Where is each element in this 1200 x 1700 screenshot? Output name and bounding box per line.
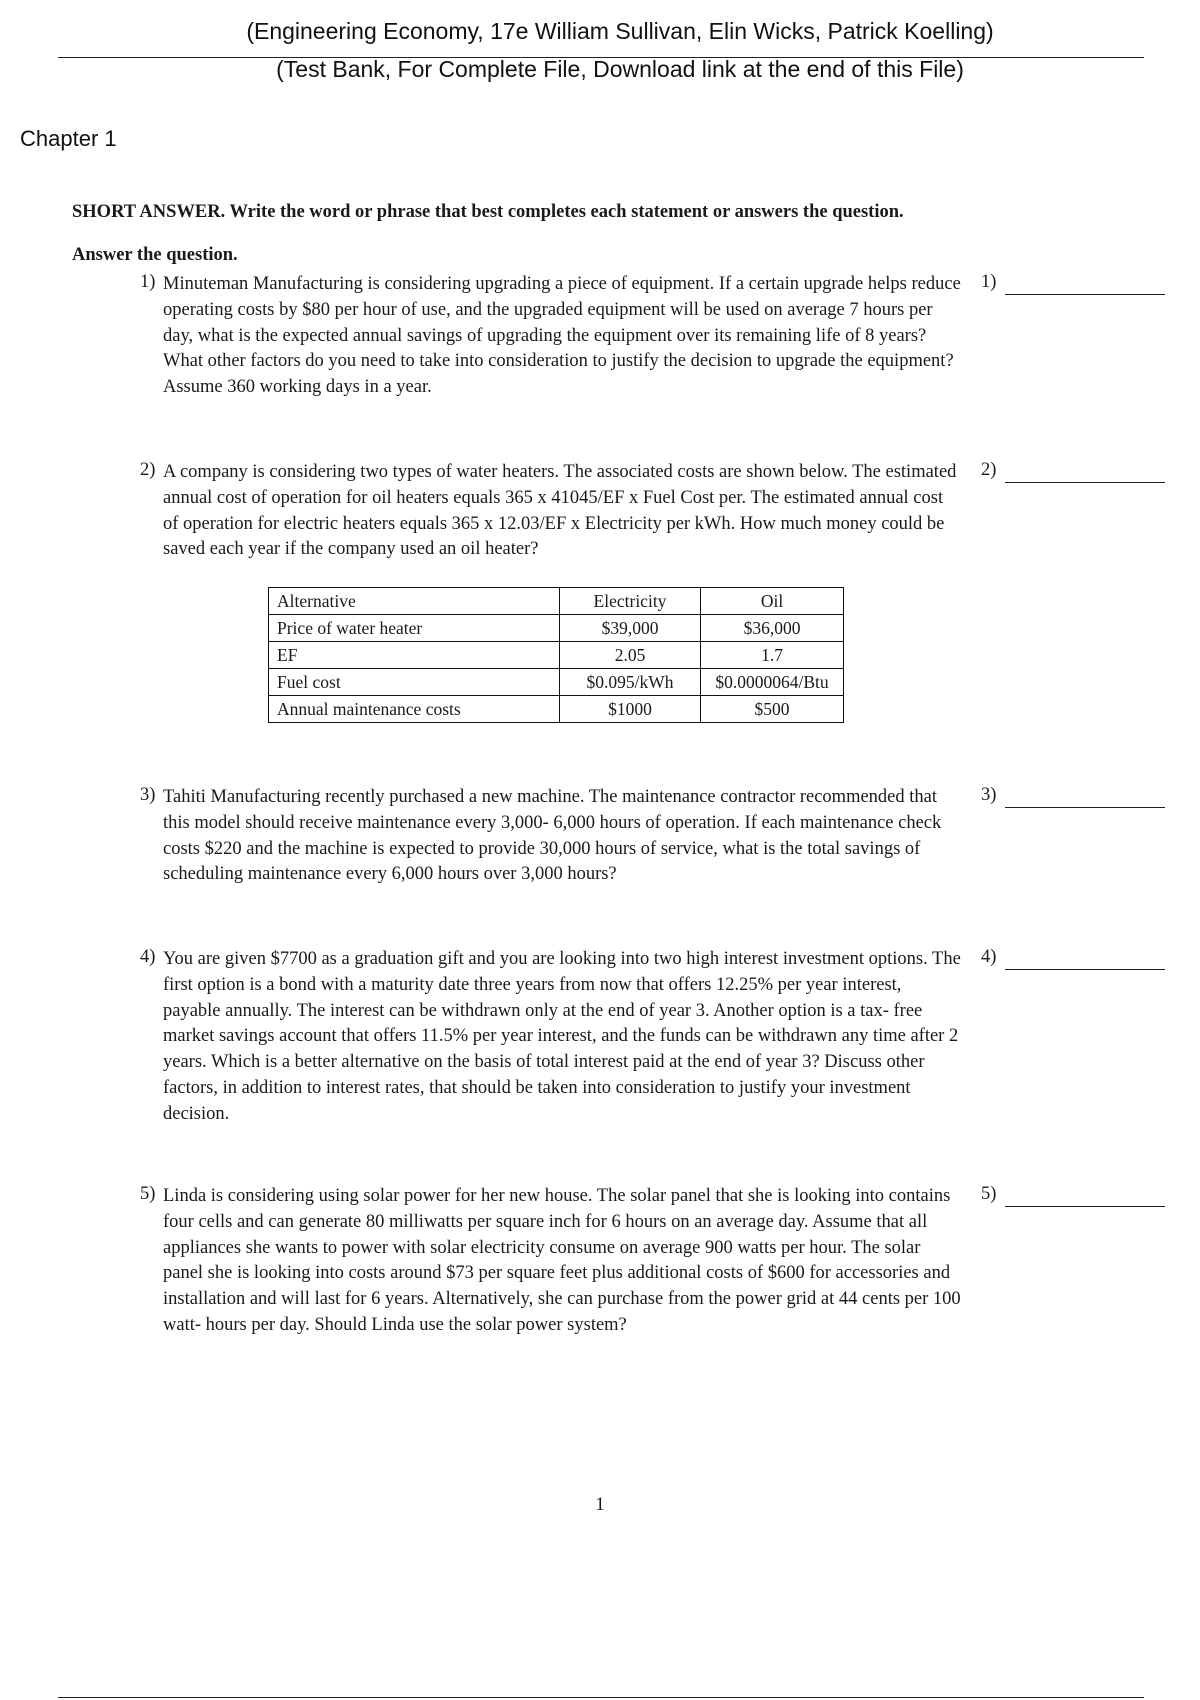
table-row [269,615,844,642]
answer-blank[interactable] [1005,1206,1165,1207]
answer-label: 1) [981,272,997,292]
question-text: A company is considering two types of water heaters. The associated costs are shown below. The estimated annual cost of operation for oil heaters equals 365 x 41045/EF x Fuel Cost per. The estimated annual cost of operation for electric heaters equals 365 x 12.03/EF x Electricity per kWh. How much money could be saved each year if the company used an oil heater? [163,462,957,560]
table-cell: 1.7 [701,642,844,669]
question-number: 4) [140,947,156,967]
question-number: 1) [140,272,156,292]
water-heater-cost-table [268,587,844,723]
table-header-cell: Electricity [560,588,701,615]
instruction-text: Answer the question. [72,245,238,265]
table-row [269,669,844,696]
table-header-row [269,588,844,615]
table-cell: $0.0000064/Btu [701,669,844,696]
footer-divider [58,1697,1144,1698]
table-cell: $0.095/kWh [560,669,701,696]
table-header-cell: Alternative [269,588,560,615]
answer-blank[interactable] [1005,969,1165,970]
answer-blank[interactable] [1005,294,1165,295]
question-number: 2) [140,460,156,480]
answer-label: 3) [981,785,997,805]
question-text: You are given $7700 as a graduation gift and you are looking into two high interest investment options. The first option is a bond with a maturity date three years from now that offers 12.25% per year interest, payable annually. The interest can be withdrawn only at the end of year 3. Another option is a tax- free market savings account that offers 11.5% per year interest, and the funds can be withdrawn any time after 2 years. Which is a better alternative on the basis of total interest paid at the end of year 3? Discuss other factors, in addition to interest rates, that should be taken into consideration to justify your investment decision. [163,949,961,1124]
table-cell: EF [269,642,560,669]
document-header-title: (Engineering Economy, 17e William Sullivan, Elin Wicks, Patrick Koelling) [246,18,994,44]
question-number: 3) [140,785,156,805]
table-cell: $1000 [560,696,701,723]
table-cell: $500 [701,696,844,723]
table-cell: 2.05 [560,642,701,669]
question-text: Tahiti Manufacturing recently purchased a new machine. The maintenance contractor recommended that this model should receive maintenance every 3,000- 6,000 hours of operation. If each maintenance check costs $220 and the machine is expected to provide 30,000 hours of service, what is the total savings of scheduling maintenance every 6,000 hours over 3,000 hours? [163,787,942,885]
chapter-heading: Chapter 1 [20,126,117,151]
answer-blank[interactable] [1005,807,1165,808]
table-cell: $36,000 [701,615,844,642]
table-row [269,642,844,669]
question-number: 5) [140,1184,156,1204]
answer-label: 4) [981,947,997,967]
table-cell: Fuel cost [269,669,560,696]
document-header-subtitle: (Test Bank, For Complete File, Download link at the end of this File) [276,56,964,82]
question-text: Minuteman Manufacturing is considering upgrading a piece of equipment. If a certain upgrade helps reduce operating costs by $80 per hour of use, and the upgraded equipment will be used on average 7 hours per day, what is the expected annual savings of upgrading the equipment over its remaining life of 8 years? What other factors do you need to take into consideration to justify the decision to upgrade the equipment? Assume 360 working days in a year. [163,274,961,398]
page-number: 1 [595,1494,605,1515]
answer-label: 2) [981,460,997,480]
table-cell: $39,000 [560,615,701,642]
table-cell: Price of water heater [269,615,560,642]
table-cell: Annual maintenance costs [269,696,560,723]
table-header-cell: Oil [701,588,844,615]
answer-label: 5) [981,1184,997,1204]
answer-blank[interactable] [1005,482,1165,483]
section-title: SHORT ANSWER. Write the word or phrase that best completes each statement or answers the question. [72,202,904,222]
question-text: Linda is considering using solar power for her new house. The solar panel that she is looking into contains four cells and can generate 80 milliwatts per square inch for 6 hours on an average day. Assume that all appliances she wants to power with solar electricity consume on average 900 watts per hour. The solar panel she is looking into costs around $73 per square feet plus additional costs of $600 for accessories and installation and will last for 6 years. Alternatively, she can purchase from the power grid at 44 cents per 100 watt- hours per day. Should Linda use the solar power system? [163,1186,961,1335]
table-row [269,696,844,723]
